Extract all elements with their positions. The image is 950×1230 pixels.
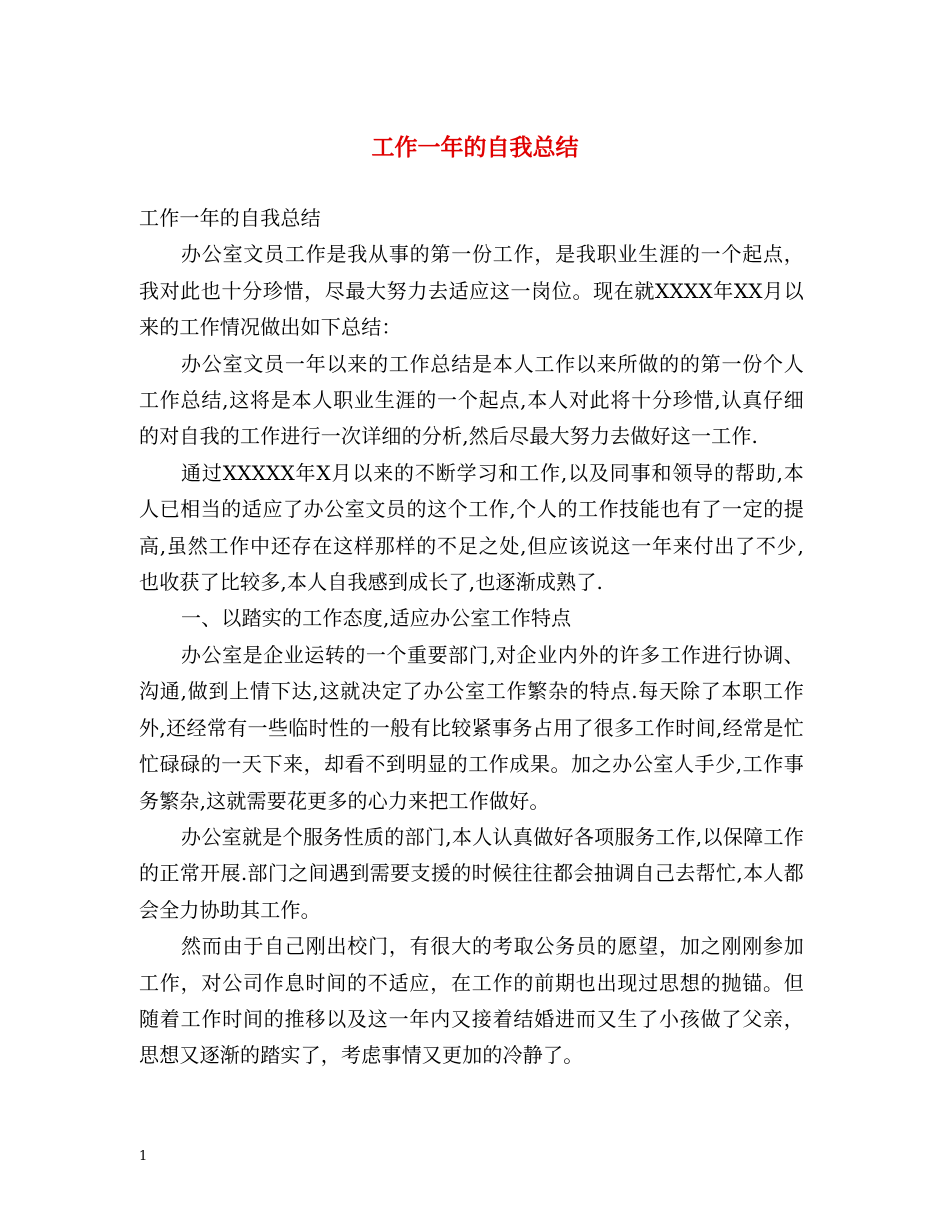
- paragraph: 办公室文员一年以来的工作总结是本人工作以来所做的的第一份个人工作总结,这将是本人职业生涯的一个起点,本人对此将十分珍惜,认真仔细的对自我的工作进行一次详细的分析,然后尽最大努力去做好这一工作.: [139, 351, 804, 449]
- paragraph: 通过XXXXX年X月以来的不断学习和工作,以及同事和领导的帮助,本人已相当的适应了办公室文员的这个工作,个人的工作技能也有了一定的提高,虽然工作中还存在这样那样的不足之处,但应该说这一年来付出了不少,也收获了比较多,本人自我感到成长了,也逐渐成熟了.: [139, 460, 804, 595]
- paragraph: 办公室文员工作是我从事的第一份工作，是我职业生涯的一个起点，我对此也十分珍惜，尽最大努力去适应这一岗位。现在就XXXX年XX月以来的工作情况做出如下总结：: [139, 242, 804, 340]
- paragraph: 办公室就是个服务性质的部门,本人认真做好各项服务工作,以保障工作的正常开展.部门之间遇到需要支援的时候往往都会抽调自己去帮忙,本人都会全力协助其工作。: [139, 824, 804, 922]
- paragraph-heading: 工作一年的自我总结: [139, 206, 321, 230]
- section-heading: 一、以踏实的工作态度,适应办公室工作特点: [181, 606, 572, 631]
- page-number: 1: [139, 1149, 148, 1164]
- document-body: [139, 200, 804, 1074]
- paragraph: 然而由于自己刚出校门，有很大的考取公务员的愿望，加之刚刚参加工作，对公司作息时间的不适应，在工作的前期也出现过思想的抛锚。但随着工作时间的推移以及这一年内又接着结婚进而又生了小孩做了父亲，思想又逐渐的踏实了，考虑事情又更加的冷静了。: [139, 934, 804, 1068]
- paragraph: 办公室是企业运转的一个重要部门,对企业内外的许多工作进行协调、沟通,做到上情下达,这就决定了办公室工作繁杂的特点.每天除了本职工作外,还经常有一些临时性的一般有比较紧事务占用了很多工作时间,经常是忙忙碌碌的一天下来，却看不到明显的工作成果。加之办公室人手少,工作事务繁杂,这就需要花更多的心力来把工作做好。: [139, 642, 804, 813]
- document-title: 工作一年的自我总结: [371, 134, 579, 161]
